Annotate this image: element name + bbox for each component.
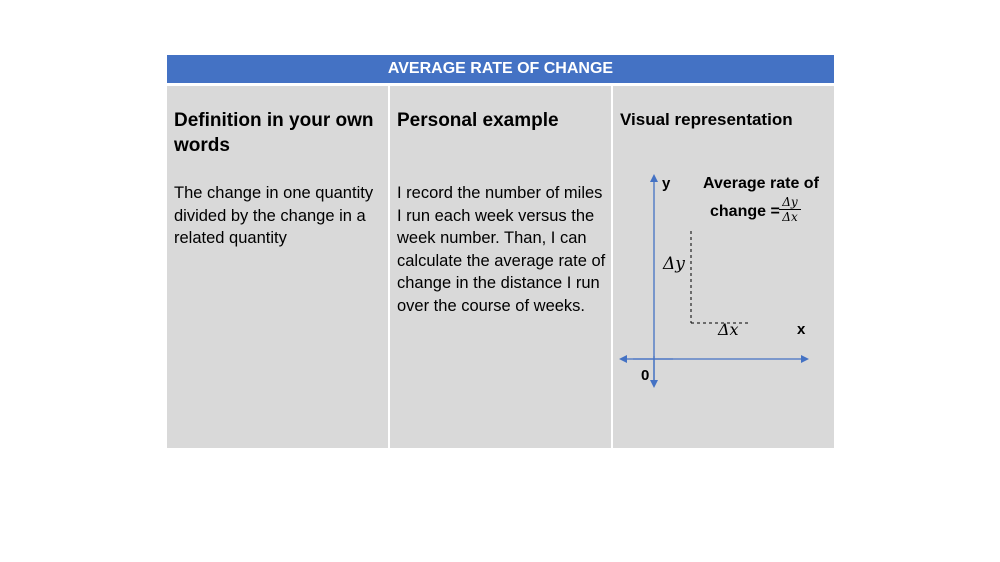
y-axis-label: y [662,175,671,192]
x-axis-label: x [797,321,806,338]
visual-representation-heading: Visual representation [620,110,793,129]
formula-fraction [779,195,801,224]
definition-cell [167,86,388,448]
formula-label-line1: Average rate of [703,175,819,192]
table-title: AVERAGE RATE OF CHANGE [167,55,834,83]
formula-label-line2: change = [710,203,780,220]
personal-example-cell [390,86,611,448]
origin-label: 0 [641,367,650,384]
graph-axes [613,86,834,448]
fraction-numerator: Δy [779,195,801,210]
personal-example-heading: Personal example [397,110,559,131]
fraction-denominator: Δx [782,210,798,224]
personal-example-text: I record the number of miles I run each week versus the week number. Than, I can calculate the average rate of change in the distance I run over the course of weeks. [397,184,606,315]
definition-text: The change in one quantity divided by the change in a related quantity [174,184,374,248]
delta-x-label: Δx [718,320,739,339]
rate-of-change-graph [613,86,834,448]
definition-heading: Definition in your own words [174,110,374,156]
visual-representation-cell [613,86,834,448]
delta-y-label: Δy [663,254,685,274]
average-rate-table [167,55,834,448]
